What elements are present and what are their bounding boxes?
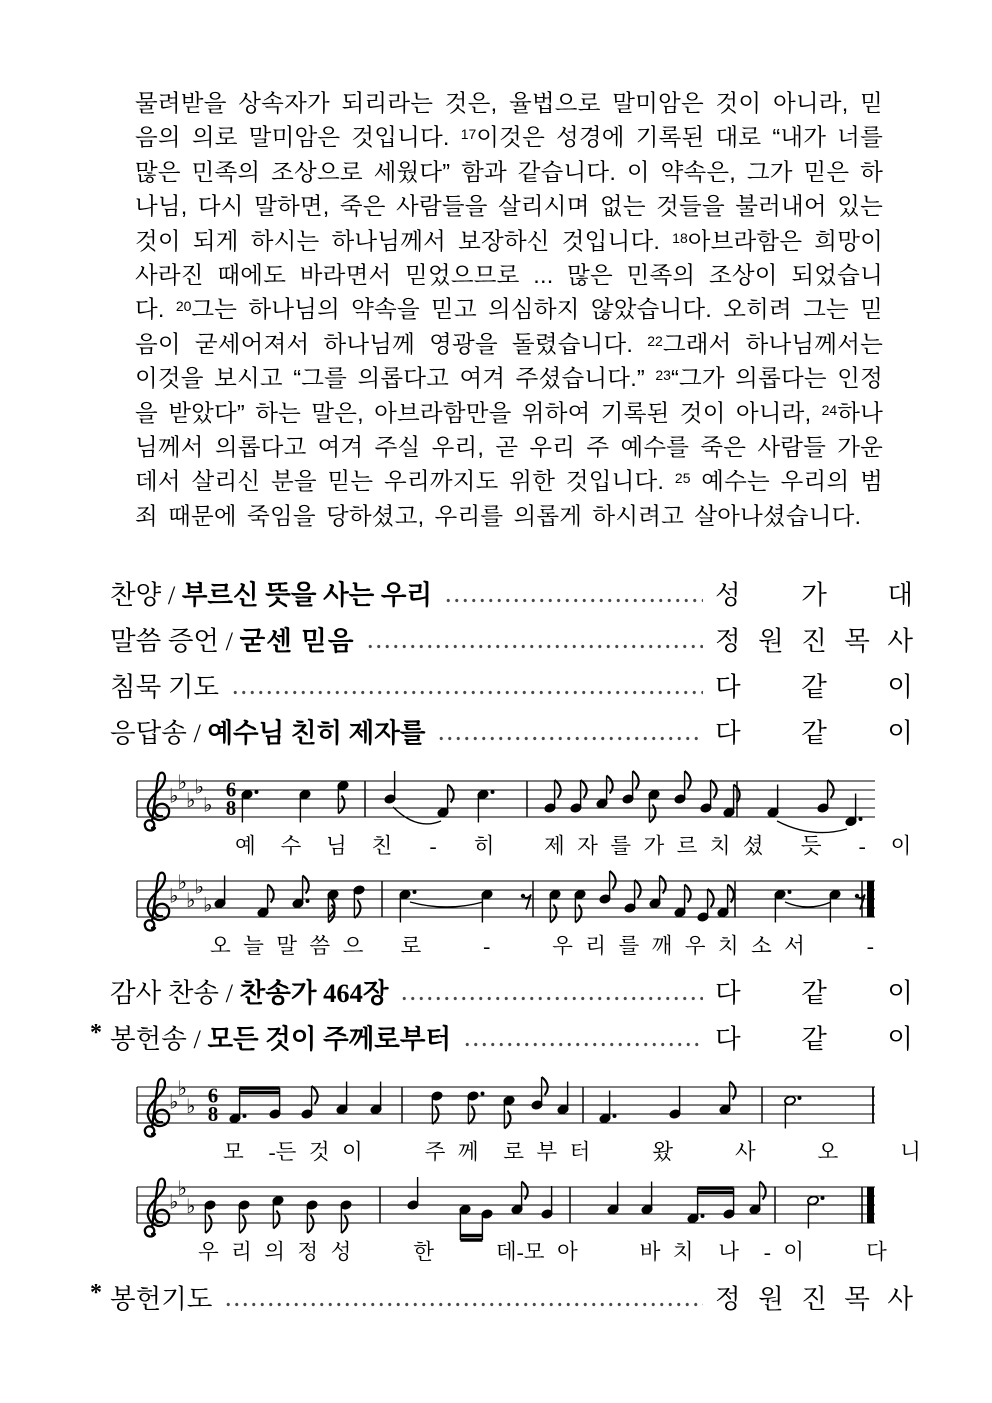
scripture-text: 그래서 하나님께서는 이것을 보시고 “그를 의롭다고 여겨 주셨습니다.”	[135, 330, 883, 392]
dotted-leader	[463, 1039, 703, 1049]
music-staff	[135, 759, 880, 843]
order-separator: /	[161, 579, 182, 610]
dotted-leader	[400, 993, 703, 1003]
scripture-text: 이것은 성경에 기록된 대로 “내가 너를 많은 민족의 조상으로 세웠다” 함과 같습니다. 이 약속은, 그가 믿은 하나님, 다시 말하면, 죽은 사람들을 살리시며 없는 것들을 불러내어 있는 것이 되게 하시는 하나님께서 보장하신 것입니다.	[135, 124, 883, 254]
order-title: 굳센 믿음	[239, 625, 355, 656]
flat-icon: ♭	[186, 890, 196, 913]
music-staff	[135, 859, 880, 943]
flat-icon: ♭	[203, 794, 213, 817]
order-label: 찬양	[110, 579, 162, 610]
flat-icon: ♭	[177, 1078, 187, 1101]
flat-icon: ♭	[186, 1196, 196, 1219]
order-separator: /	[186, 717, 208, 748]
order-of-worship-list	[90, 569, 921, 1319]
flat-icon: ♭	[186, 1096, 196, 1119]
order-row-offering-song	[92, 1013, 913, 1059]
sheet-music-offering-song	[135, 1065, 921, 1265]
order-row-offering-prayer	[92, 1273, 913, 1319]
order-separator: /	[219, 977, 240, 1008]
order-row-silent-prayer	[92, 661, 913, 707]
lyrics-line: 모 -든 것 이 주 께 로 부 터 왔 사 오 니	[223, 1140, 921, 1165]
music-staff	[135, 1065, 880, 1149]
time-signature-bottom: 8	[207, 1102, 219, 1127]
verse-number: 23	[655, 367, 671, 384]
order-title: 예수님 친히 제자를	[207, 717, 426, 748]
verse-number: 18	[672, 229, 688, 246]
music-system	[135, 1165, 913, 1263]
dotted-leader	[366, 641, 703, 651]
scripture-text: “그가 의롭다는 인정을 받았다” 하는 말은, 아브라함만을 위하여 기록된 것이 아니라,	[135, 365, 883, 426]
scripture-text: 하나님께서 의롭다고 여겨 주실 우리, 곧 우리 주 예수를 죽은 사람들 가운데서 살리신 분을 믿는 우리까지도 위한 것입니다.	[135, 399, 883, 495]
order-label: 봉헌기도	[110, 1283, 213, 1314]
flat-icon: ♭	[177, 872, 187, 895]
order-separator: /	[219, 625, 240, 656]
flat-icon: ♭	[194, 876, 204, 899]
flat-icon: ♭	[186, 790, 196, 813]
lyrics-line: 오 늘 말 씀 으 로 - 우 리 를 깨 우 치 소 서 -	[210, 934, 874, 959]
dotted-leader	[231, 687, 703, 697]
order-title: 모든 것이 주께로부터	[207, 1023, 452, 1054]
flat-icon: ♭	[177, 1178, 187, 1201]
order-row-sermon	[92, 615, 913, 661]
order-row-thanksgiving-hymn	[92, 967, 913, 1013]
scripture-text: 아브라함은 희망이 사라진 때에도 바라면서 믿었으므로 ... 많은 민족의 조상이 되었습니다.	[135, 227, 884, 323]
asterisk-marker: *	[90, 1280, 102, 1307]
flat-icon: ♭	[203, 894, 213, 917]
scripture-paragraph	[135, 86, 883, 533]
flat-icon: ♭	[169, 885, 179, 908]
dotted-leader	[437, 733, 703, 743]
order-right-value: 다 같 이	[715, 717, 913, 748]
flat-icon: ♭	[177, 772, 187, 795]
order-separator: /	[186, 1023, 208, 1054]
scripture-text: 예수는 우리의 범죄 때문에 죽임을 당하셨고, 우리를 의롭게 하시려고 살아나셨습니다.	[135, 468, 883, 529]
scripture-text: 그는 하나님의 약속을 믿고 의심하지 않았습니다. 오히려 그는 믿음이 굳세어져서 하나님께 영광을 돌렸습니다.	[135, 296, 883, 357]
order-label: 감사 찬송	[110, 977, 220, 1008]
music-system	[135, 1065, 921, 1165]
flat-icon: ♭	[169, 1191, 179, 1214]
verse-number: 22	[647, 332, 663, 349]
order-right-value: 다 같 이	[715, 671, 913, 702]
dotted-leader	[444, 595, 703, 605]
verse-number: 20	[175, 298, 192, 315]
verse-number: 24	[821, 401, 838, 418]
lyrics-line: 예 수 님 친 - 히 제 자 를 가 르 치 셨 듯 - 이	[235, 834, 912, 859]
order-title: 찬송가 464장	[239, 977, 389, 1008]
order-right-value: 다 같 이	[715, 977, 913, 1008]
order-label: 응답송	[110, 717, 187, 748]
order-right-value: 정 원 진 목 사	[715, 625, 913, 656]
flat-icon: ♭	[169, 785, 179, 808]
order-right-value: 성 가 대	[715, 579, 913, 610]
verse-number: 17	[460, 126, 477, 143]
sheet-music-response-song	[135, 759, 913, 957]
order-title: 부르신 뜻을 사는 우리	[181, 579, 433, 610]
order-label: 봉헌송	[110, 1023, 187, 1054]
time-signature-bottom: 8	[225, 796, 237, 821]
flat-icon: ♭	[194, 776, 204, 799]
order-label: 침묵 기도	[110, 671, 220, 702]
time-signature-top: 6	[225, 777, 237, 802]
scripture-text: 물려받을 상속자가 되리라는 것은, 율법으로 말미암은 것이 아니라, 믿음의 의로 말미암은 것입니다.	[135, 90, 883, 151]
verse-number: 25	[674, 470, 691, 487]
music-system	[135, 859, 913, 957]
order-right-value: 다 같 이	[715, 1023, 913, 1054]
order-row-response-song	[92, 707, 913, 753]
dotted-leader	[224, 1299, 703, 1309]
flat-icon: ♭	[169, 1091, 179, 1114]
lyrics-line: 우 리 의 정 성 한 데-모 아 바 치 나 - 이 다	[198, 1240, 887, 1265]
order-right-value: 정 원 진 목 사	[715, 1283, 913, 1314]
music-staff	[135, 1165, 880, 1249]
music-system	[135, 759, 913, 857]
order-row-praise	[92, 569, 913, 615]
asterisk-marker: *	[90, 1020, 102, 1047]
time-signature-top: 6	[207, 1083, 219, 1108]
order-label: 말씀 증언	[110, 625, 220, 656]
